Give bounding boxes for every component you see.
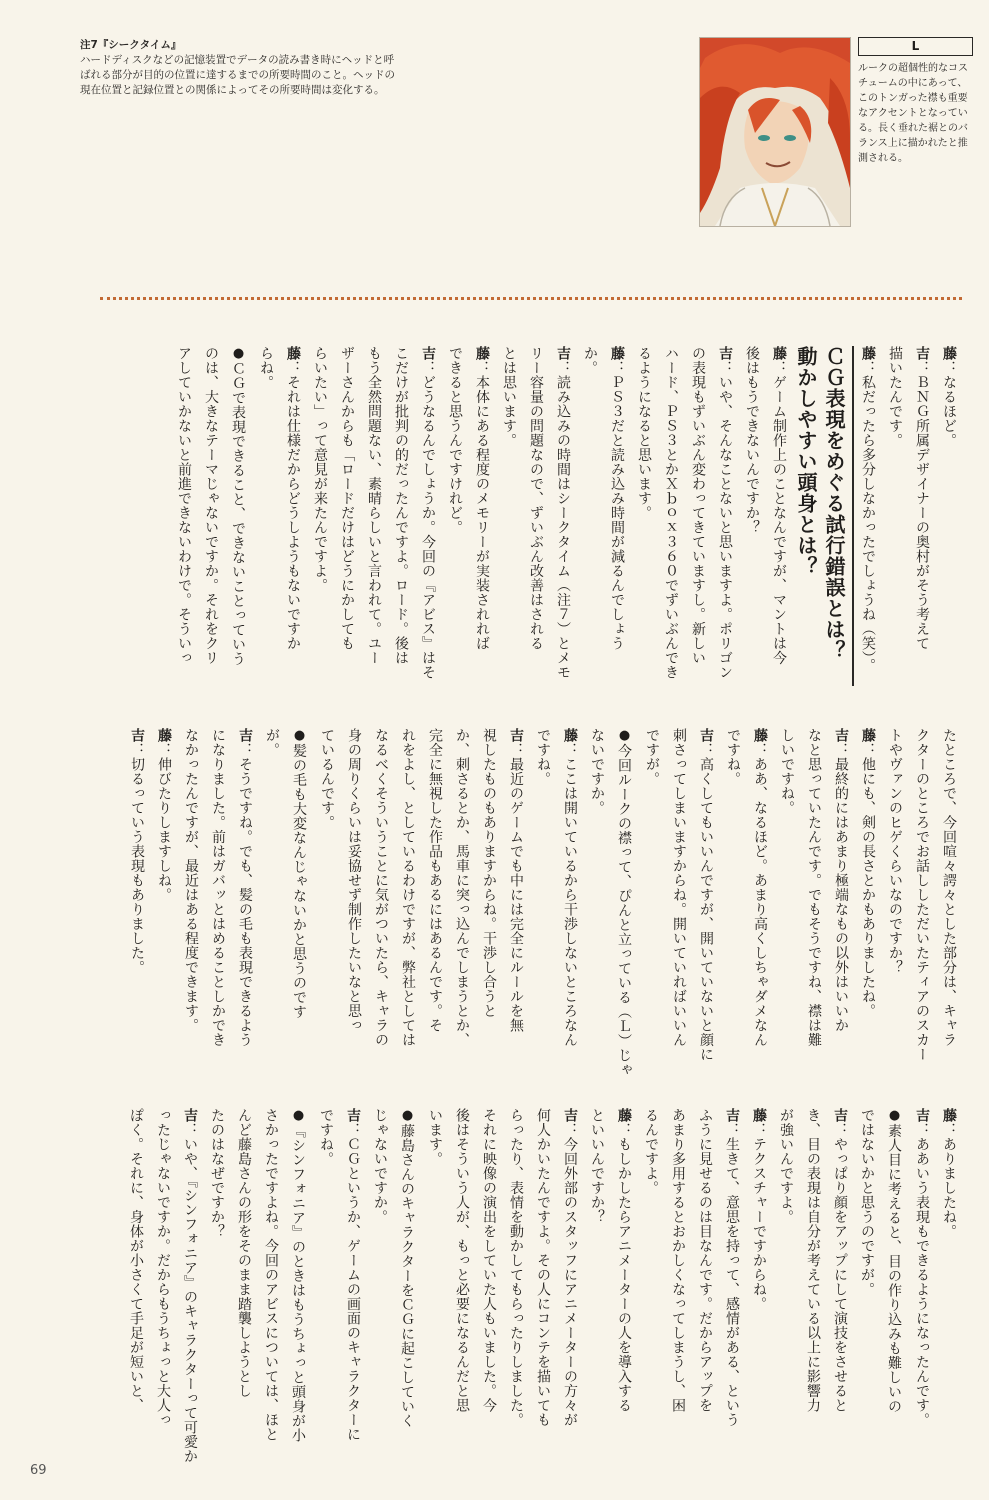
question-bullet-icon: ●: [400, 1108, 415, 1124]
speaker-label: 吉: [562, 1108, 578, 1123]
section-heading: ＣＧ表現をめぐる試行錯誤とは？: [820, 346, 854, 686]
dialogue-line: [638, 728, 665, 1068]
dialogue-line: [502, 728, 529, 1068]
dialogue-text: になりました。前はガバッとはめることしかでき: [210, 728, 226, 1047]
dialogue-line: [150, 728, 177, 1068]
dialogue-text: トやヴァンのヒゲくらいなのですか？: [887, 728, 903, 975]
dialogue-text: るんですよ。: [643, 1108, 659, 1195]
speaker-label: 吉: [182, 1108, 198, 1123]
dialogue-line: [306, 346, 333, 686]
dialogue-line: [122, 1108, 149, 1468]
dialogue-text: ザーさんからも「ロードだけはどうにかしても: [339, 346, 355, 651]
dialogue-line: [441, 346, 468, 686]
dialogue-text: らいたい」って意見が来たんですよ。: [312, 346, 328, 593]
illustration-caption: [858, 37, 973, 166]
dialogue-text: 藤島さんのキャラクターをＣＧに起こしていく: [399, 1123, 415, 1428]
speaker-label: 吉: [345, 1108, 361, 1123]
footnote-seek-time: [80, 38, 400, 98]
dialogue-text: います。: [427, 1108, 443, 1166]
dialogue-text: じゃないですか。: [372, 1108, 388, 1224]
dialogue-line: [394, 728, 421, 1068]
dialogue-line: [773, 728, 800, 1068]
dialogue-text: なと思っていたんです。でもそうですね、襟は難: [806, 728, 822, 1047]
section-divider: [100, 297, 962, 300]
dialogue-text: ふうに見せるのは目なんです。だからアップを: [697, 1108, 713, 1413]
dialogue-text: 今回ルークの襟って、ぴんと立っている（Ｌ）じゃ: [616, 743, 632, 1077]
dialogue-line: [630, 346, 657, 686]
interviewer-question-line: [285, 728, 313, 1068]
dialogue-line: [495, 346, 522, 686]
dialogue-line: [204, 728, 231, 1068]
speaker-label: 吉: [420, 346, 436, 361]
dialogue-line: [854, 346, 881, 686]
dialogue-line: [197, 346, 224, 686]
dialogue-line: [502, 1108, 529, 1468]
interviewer-question-line: [284, 1108, 312, 1468]
dialogue-text: ないですか。: [589, 728, 605, 815]
dialogue-text: 素人目に考えると、目の作り込みも難しいの: [886, 1123, 902, 1414]
dialogue-line: [339, 1108, 366, 1468]
dialogue-line: [123, 728, 150, 1068]
dialogue-text: き、目の表現は自分が考えている以上に影響力: [805, 1108, 821, 1413]
dialogue-line: [738, 346, 765, 686]
section-heading: 動かしやすい頭身とは？: [794, 346, 818, 577]
dialogue-line: [935, 728, 962, 1068]
dialogue-line: [313, 728, 340, 1068]
dialogue-line: [908, 728, 935, 1068]
dialogue-line: [366, 1108, 393, 1468]
speaker-label: 藤: [156, 728, 172, 743]
dialogue-line: [529, 728, 556, 1068]
interview-column-top: [90, 346, 962, 686]
question-bullet-icon: ●: [887, 1108, 902, 1124]
speaker-label: 藤: [752, 728, 768, 743]
dialogue-text: 後はもうできないんですか？: [744, 346, 760, 535]
dialogue-line: [421, 728, 448, 1068]
dialogue-text: しいですね。: [779, 728, 795, 815]
dialogue-line: [826, 1108, 853, 1468]
dialogue-text: こだけが批判の的だったんですよ。ロード。後は: [393, 346, 409, 665]
speaker-label: 藤: [941, 346, 957, 361]
dialogue-text: の表現もずいぶん変わってきていますし。新しい: [690, 346, 706, 665]
dialogue-line: [692, 728, 719, 1068]
dialogue-line: [387, 346, 414, 686]
speaker-label: 藤: [860, 728, 876, 743]
speaker-label: 吉: [237, 728, 253, 743]
dialogue-text: ：どうなるんでしょうか。今回の『アビス』はそ: [420, 360, 436, 680]
question-bullet-icon: ●: [291, 1108, 306, 1124]
speaker-label: 吉: [914, 346, 930, 361]
dialogue-text: できると思うんですけれど。: [447, 346, 463, 535]
dialogue-text: ：切るっていう表現もありました。: [129, 742, 145, 975]
dialogue-text: 完全に無視した作品もあるにはあるんです。そ: [427, 728, 443, 1033]
footnote-body: ハードディスクなどの記憶装置でデータの読み書き時にヘッドと呼ばれる部分が目的の位置に達するまでの所要時間のこと。ヘッドの現在位置と記録位置との関係によってその所要時間は変化する。: [80, 54, 395, 96]
dialogue-line: [908, 346, 935, 686]
dialogue-text: か、刺さるとか、馬車に突っ込んでしまうとか、: [454, 728, 470, 1047]
interviewer-question-line: [224, 346, 252, 686]
dialogue-text: ：本体にある程度のメモリーが実装されれば: [474, 360, 490, 651]
dialogue-line: [576, 346, 603, 686]
dialogue-line: [203, 1108, 230, 1468]
caption-label: L: [858, 37, 973, 56]
dialogue-line: [468, 346, 495, 686]
dialogue-line: [475, 728, 502, 1068]
dialogue-line: [719, 728, 746, 1068]
dialogue-line: [935, 346, 962, 686]
dialogue-line: [414, 346, 441, 686]
dialogue-text: なかったんですが、最近はある程度できます。: [183, 728, 199, 1033]
interviewer-question-line: [880, 1108, 908, 1468]
dialogue-text: が。: [264, 728, 280, 757]
dialogue-text: ですが。: [644, 728, 660, 786]
dialogue-text: んど藤島さんの形をそのまま踏襲しようとし: [236, 1108, 252, 1398]
dialogue-text: ：最近のゲームでも中には完全にルールを無: [508, 742, 524, 1033]
dialogue-line: [745, 1108, 772, 1468]
question-bullet-icon: ●: [617, 728, 632, 744]
speaker-label: 藤: [860, 346, 876, 361]
dialogue-text: ：いや、そんなことないと思いますよ。ポリゴン: [717, 360, 733, 680]
speaker-label: 藤: [771, 346, 787, 361]
dialogue-line: [800, 728, 827, 1068]
dialogue-text: ているんです。: [319, 728, 335, 830]
speaker-label: 吉: [724, 1108, 740, 1123]
dialogue-line: [746, 728, 773, 1068]
dialogue-line: [258, 728, 285, 1068]
dialogue-text: ったじゃないですか。だからもうちょっと大人っ: [155, 1108, 171, 1427]
dialogue-text: が強いんですよ。: [778, 1108, 794, 1224]
dialogue-line: [935, 1108, 962, 1468]
dialogue-text: ：読み込みの時間はシークタイム（注７）とメモ: [555, 360, 571, 680]
dialogue-text: ですね。: [535, 728, 551, 786]
speaker-label: 吉: [555, 346, 571, 361]
dialogue-text: ：テクスチャーですからね。: [751, 1122, 767, 1311]
interview-column-middle: [90, 728, 962, 1077]
dialogue-text: ：やっぱり顔をアップにして演技をさせると: [832, 1122, 848, 1413]
dialogue-text: もう全然問題ない、素晴らしいと言われて。ユー: [366, 346, 382, 665]
dialogue-line: [231, 728, 258, 1068]
dialogue-line: [691, 1108, 718, 1468]
dialogue-text: なるべくそういうことに気がついたら、キャラの: [373, 728, 389, 1047]
dialogue-line: [665, 728, 692, 1068]
dialogue-line: [312, 1108, 339, 1468]
dialogue-text: ：そうですね。でも、髪の毛も表現できるよう: [237, 742, 253, 1047]
speaker-label: 吉: [129, 728, 145, 743]
dialogue-text: リー容量の問題なので、ずいぶん改善はされる: [528, 346, 544, 651]
dialogue-line: [556, 1108, 583, 1468]
dialogue-line: [881, 346, 908, 686]
dialogue-text: 髪の毛も大変なんじゃないかと思うのです: [291, 743, 307, 1019]
dialogue-text: ＣＧで表現できること、できないことっていう: [230, 361, 246, 666]
dialogue-text: あまり多用するとおかしくなってしまうし、困: [670, 1108, 686, 1413]
dialogue-text: ：ゲーム制作上のことなんですが、マントは今: [771, 360, 787, 665]
dialogue-text: ですね。: [318, 1108, 334, 1166]
luke-portrait-illustration: [699, 37, 851, 227]
dialogue-text: ハード、ＰＳ３とかＸｂｏｘ３６０でずいぶんでき: [663, 346, 679, 680]
dialogue-line: [664, 1108, 691, 1468]
dialogue-text: クターのところでお話ししただいたティアのスカー: [914, 728, 930, 1062]
dialogue-line: [657, 346, 684, 686]
dialogue-text: 刺さってしまいますからね。開いていればいいん: [671, 728, 687, 1047]
dialogue-line: [475, 1108, 502, 1468]
dialogue-text: さかったですよね。今回のアビスについては、ほと: [263, 1108, 279, 1442]
dialogue-line: [360, 346, 387, 686]
dialogue-text: ：他にも、剣の長さとかもありましたね。: [860, 742, 876, 1018]
dialogue-line: [252, 346, 279, 686]
caption-text: ルークの超個性的なコスチュームの中にあって、このトンガった襟も重要なアクセントとなっている。長く垂れた裾とのバランス上に描かれたと推測される。: [858, 63, 968, 164]
speaker-label: 吉: [914, 1108, 930, 1123]
page-number: 69: [30, 1463, 47, 1478]
speaker-label: 藤: [941, 1108, 957, 1123]
dialogue-line: [583, 728, 610, 1068]
dialogue-text: たのはなぜですか？: [209, 1108, 225, 1239]
dialogue-text: るようになると思います。: [636, 346, 652, 520]
dialogue-text: ：高くしてもいいんですが、開いていないと顔に: [698, 742, 714, 1062]
dialogue-line: [799, 1108, 826, 1468]
dialogue-text: のは、大きなテーマじゃないですか。それをクリ: [203, 346, 219, 665]
dialogue-text: ：ああいう表現もできるようになったんです。: [914, 1122, 930, 1427]
question-bullet-icon: ●: [231, 346, 246, 362]
dialogue-line: [854, 728, 881, 1068]
dialogue-line: [340, 728, 367, 1068]
dialogue-line: [881, 728, 908, 1068]
dialogue-line: [684, 346, 711, 686]
dialogue-text: ：ＣＧというか、ゲームの画面のキャラクターに: [345, 1122, 361, 1442]
speaker-label: 藤: [751, 1108, 767, 1123]
dialogue-text: 何人かいたんですよ。その人にコンテを描いても: [535, 1108, 551, 1427]
interviewer-question-line: [393, 1108, 421, 1468]
dialogue-line: [827, 728, 854, 1068]
dialogue-text: ：伸びたりしますしね。: [156, 742, 172, 902]
speaker-label: 藤: [616, 1108, 632, 1123]
dialogue-text: たところで、今回喧々諤々とした部分は、キャラ: [941, 728, 957, 1047]
dialogue-line: [556, 728, 583, 1068]
interviewer-question-line: [610, 728, 638, 1077]
dialogue-text: ：ああ、なるほど。あまり高くしちゃダメなん: [752, 742, 768, 1047]
speaker-label: 吉: [832, 1108, 848, 1123]
dialogue-text: とは思います。: [501, 346, 517, 448]
speaker-label: 吉: [717, 346, 733, 361]
dialogue-text: らね。: [258, 346, 274, 390]
dialogue-line: [230, 1108, 257, 1468]
dialogue-line: [549, 346, 576, 686]
dialogue-text: ですね。: [725, 728, 741, 786]
dialogue-text: 『シンフォニア』のときはもうちょっと頭身が小: [290, 1123, 306, 1443]
speaker-label: 藤: [285, 346, 301, 361]
dialogue-text: ：ここは開いているから干渉しないところなん: [562, 742, 578, 1047]
dialogue-text: アしていかないと前進できないわけで。そういっ: [176, 346, 192, 665]
speaker-label: 藤: [562, 728, 578, 743]
dialogue-text: 身の周りくらいは妥協せず制作したいなと思っ: [346, 728, 362, 1033]
dialogue-text: れをよし、としているわけですが、弊社としては: [400, 728, 416, 1047]
dialogue-line: [176, 1108, 203, 1468]
dialogue-text: ：ＰＳ３だと読み込み時間が減るんでしょう: [609, 360, 625, 651]
dialogue-text: ：もしかしたらアニメーターの人を導入する: [616, 1122, 632, 1413]
question-bullet-icon: ●: [292, 728, 307, 744]
dialogue-line: [610, 1108, 637, 1468]
dialogue-line: [448, 728, 475, 1068]
speaker-label: 吉: [698, 728, 714, 743]
dialogue-text: 視したものもありますからね。干渉し合うと: [481, 728, 497, 1018]
dialogue-text: ：最終的にはあまり極端なもの以外はいいか: [833, 742, 849, 1033]
dialogue-line: [170, 346, 197, 686]
dialogue-text: といいんですか？: [589, 1108, 605, 1224]
dialogue-text: ：なるほど。: [941, 360, 957, 448]
dialogue-line: [765, 346, 792, 686]
speaker-label: 藤: [474, 346, 490, 361]
dialogue-line: [529, 1108, 556, 1468]
dialogue-line: [718, 1108, 745, 1468]
dialogue-text: ：今回外部のスタッフにアニメーターの方々が: [562, 1122, 578, 1427]
dialogue-text: ：ＢＮＧ所属デザイナーの奥村がそう考えて: [914, 360, 930, 651]
dialogue-text: ：私だったら多分しなかったでしょうね（笑）。: [860, 360, 876, 673]
speaker-label: 吉: [833, 728, 849, 743]
dialogue-text: ではないかと思うのですが。: [859, 1108, 875, 1297]
speaker-label: 藤: [609, 346, 625, 361]
dialogue-line: [853, 1108, 880, 1468]
dialogue-text: ：それは仕様だからどうしようもないですか: [285, 360, 301, 651]
dialogue-line: [257, 1108, 284, 1468]
dialogue-line: [279, 346, 306, 686]
dialogue-text: らったり、表情を動かしてもらったりしました。: [508, 1108, 524, 1427]
dialogue-line: [367, 728, 394, 1068]
dialogue-line: [637, 1108, 664, 1468]
dialogue-text: 後はそういう人が、もっと必要になるんだと思: [454, 1108, 470, 1413]
dialogue-line: [177, 728, 204, 1068]
dialogue-text: か。: [582, 346, 598, 375]
dialogue-line: [711, 346, 738, 686]
dialogue-text: 描いたんです。: [887, 346, 903, 448]
dialogue-text: ：いや、『シンフォニア』のキャラクターって可愛か: [182, 1122, 198, 1464]
dialogue-line: [421, 1108, 448, 1468]
dialogue-line: [522, 346, 549, 686]
dialogue-line: [908, 1108, 935, 1468]
dialogue-line: [772, 1108, 799, 1468]
dialogue-text: それに映像の演出をしていた人もいました。今: [481, 1108, 497, 1413]
dialogue-line: [603, 346, 630, 686]
speaker-label: 吉: [508, 728, 524, 743]
dialogue-text: ：生きて、意思を持って、感情がある、という: [724, 1122, 740, 1427]
footnote-title: 注7『シークタイム』: [80, 39, 182, 51]
dialogue-line: [333, 346, 360, 686]
dialogue-line: [583, 1108, 610, 1468]
dialogue-line: [448, 1108, 475, 1468]
dialogue-text: ぽく。それに、身体が小さくて手足が短いと、: [128, 1108, 144, 1413]
dialogue-text: ：ありましたね。: [941, 1122, 957, 1239]
dialogue-line: [149, 1108, 176, 1468]
interview-column-bottom: [90, 1108, 962, 1468]
